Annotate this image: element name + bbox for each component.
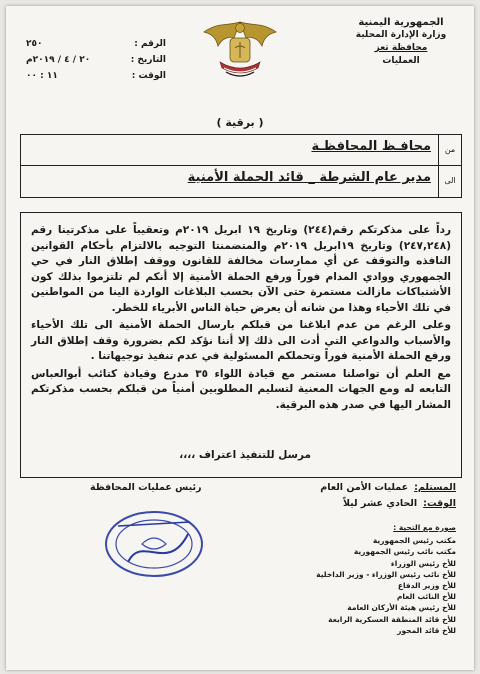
- cc-item: للأخ رئيس هيئة الأركان العامة: [347, 603, 456, 613]
- cc-list: [226, 522, 456, 636]
- ref-date-row: [26, 52, 166, 68]
- ref-time-label: الوقت :: [131, 71, 166, 81]
- recipient-value: عمليات الأمن العام: [320, 482, 409, 493]
- receipt-time-row: [320, 496, 456, 512]
- ministry-name: وزارة الإدارة المحلية: [355, 30, 447, 40]
- paragraph-3: مع العلم أن تواصلنا مستمر مع قيادة اللواء ٣٥ مدرع وقيادة كتائب أبوالعباس التابعه له ومع الجهات المعنية لتسليم المطلوبين أمنياً من قبلكم بحسب مذكرتكم المشار اليها في صدر هذه البرقية.: [31, 367, 451, 411]
- address-table: [20, 134, 462, 198]
- cc-item: مكتب رئيس الجمهورية: [372, 536, 456, 546]
- official-stamp-icon: [98, 504, 210, 584]
- to-row: [21, 166, 461, 197]
- ops-head-title: رئيس عمليات المحافظة: [90, 482, 202, 493]
- to-value: مدير عام الشرطة _ قائد الحملة الأمنية: [187, 170, 431, 185]
- cc-item: مكتب نائب رئيس الجمهورية: [353, 547, 456, 557]
- governorate-name: محافظة تعز: [374, 43, 428, 53]
- ref-date-label: التاريخ :: [130, 55, 166, 65]
- signature-block: [20, 476, 460, 512]
- paragraph-1: رداً على مذكرتكم رقم(٢٤٤) وتاريخ ١٩ ابريل ٢٠١٩م وتعقيباً على مذكرتينا رقم (٢٤٧,٢٤٨) وتاريخ ١٩ابريل ٢٠١٩م والمتضمنتا التوجيه بالالتزام بأحكام القوانين النافذه والتوقف عن أي ممارسات مخالفة للقانون ووقف إطلاق النار في حي الجمهوري ووادي المدام فوراً ورفع الحملة الأمنية إلا أنكم لم تلتزموا بذلك كون الأشتباكات مازالت مستمرة حتى الآن بحسب البلاغات الواردة الينا من المواطنين في تلك الأحياء وهذا من شانه أن يعرض حياة الناس الأبرياء للخطر.: [31, 224, 452, 314]
- cc-item: للأخ وزير الدفاع: [397, 581, 456, 591]
- to-label: الى: [438, 166, 461, 197]
- from-value: محافـظ المحافظـة: [311, 139, 431, 154]
- from-label: من: [438, 135, 461, 165]
- recipient-label: المستلم:: [414, 482, 456, 493]
- recipient-row: [320, 480, 456, 496]
- letterhead-right: [342, 16, 460, 68]
- eagle-emblem-icon: [198, 16, 282, 90]
- receipt-time-label: الوقت:: [423, 498, 456, 509]
- paragraph-2: وعلى الرغم من عدم ابلاغنا من قبلكم بارسال الحملة الأمنية الى تلك الأحياء والأسباب والدواعي التي أدت الى ذلك إلا أننا نؤكد لكم بضرورة وقف إطلاق النار ورفع الحملة الأمنية فوراً وتحملكم المسئولية في عدم تنفيذ توجيهاتنا .: [31, 319, 451, 362]
- ref-time-value: ١١ : ٠٠: [26, 71, 58, 81]
- cc-item: للأخ رئيس الوزراء: [390, 558, 456, 568]
- republic-name: الجمهورية اليمنية: [358, 17, 444, 28]
- ref-time-row: [26, 68, 166, 84]
- ref-number-value: ٢٥٠: [26, 39, 43, 49]
- cc-item: للأخ النائب العام: [396, 592, 456, 602]
- ref-number-label: الرقم :: [134, 39, 166, 49]
- message-body: [20, 212, 462, 478]
- send-line: مرسل للتنفيذ اعتراف ،،،،: [179, 449, 311, 461]
- from-row: [21, 135, 461, 166]
- cc-item: للأخ قائد المنطقة العسكرية الرابعة: [328, 614, 456, 624]
- reference-block: [26, 36, 166, 84]
- ref-number-row: [26, 36, 166, 52]
- cc-heading: صورة مع التحية :: [393, 523, 456, 532]
- ops-name: العمليات: [382, 56, 420, 66]
- ref-date-value: ٢٠ / ٤ / ٢٠١٩م: [26, 55, 91, 65]
- telegram-document: [6, 6, 474, 670]
- cc-item: للأخ نائب رئيس الوزراء - وزير الداخلية: [316, 569, 456, 579]
- cc-item: للأخ قائد المحور: [397, 625, 456, 635]
- receipt-info: [320, 480, 456, 512]
- document-title: ( برقية ): [216, 116, 264, 129]
- receipt-time-value: الحادي عشر ليلاً: [342, 498, 418, 509]
- message-text: [31, 223, 451, 413]
